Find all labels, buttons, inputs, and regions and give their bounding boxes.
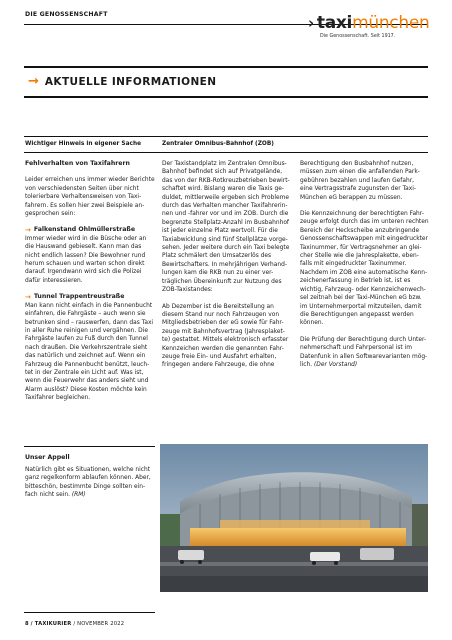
col3-paragraph-1: Berechtigung den Busbahnhof nutzen, müssen zum einen die anfallenden Park- gebühren bezahlen und laufen Gefahr, eine Vertragsstrafe zugunsten der Taxi- München eG berappen zu müssen.: [300, 161, 420, 201]
footer-rule: [24, 612, 155, 613]
columns-rule-top: [24, 136, 428, 137]
chevron-right-icon: ›: [308, 14, 314, 32]
col3-signature: (Der Vorstand): [314, 361, 358, 368]
brand-tagline: Die Genossenschaft. Seit 1917.: [320, 34, 396, 39]
page-title: AKTUELLE INFORMATIONEN: [44, 75, 217, 88]
col1-intro: Leider erreichen uns immer wieder Berichte von verschiedensten Seiten über nicht tolerierbare Verhaltensweisen von Taxi- fahrern. Es sollen hier zwei Beispiele an- gesprochen sein:: [25, 177, 155, 218]
heading-rule-top: [24, 66, 428, 68]
footer-separator-2: /: [73, 621, 78, 627]
brand-taxi: taxi: [316, 13, 353, 33]
col1-title: Wichtiger Hinweis in eigener Sache: [25, 141, 142, 147]
footer: [25, 621, 124, 627]
bus-station-illustration: [160, 444, 428, 592]
col1-item1-text: Immer wieder wird in die Büsche oder an die Hauswand gebieselt. Kann man das nicht endlich lassen? Die Bewohner rund herum schauen und warten schon direkt darauf. Irgendwann wird sich die Polizei dafür interessieren.: [25, 235, 147, 284]
page-heading: [28, 74, 216, 89]
col1-item2-text: Man kann nicht einfach in die Pannenbucht einfahren, die Fahrgäste – auch wenn sie betrunken sind – rauswerfen, dann das Taxi in aller Ruhe reinigen und vergähnen. Die Fahrgäste laufen zu Fuß durch den Tunnel nach draußen. Die Verkehrszentrale sieht das natürlich und zeichnet auf. Wenn ein Fahrzeug die Pannenbucht benützt, leuch- tet in der Zentrale ein Licht auf. Was ist, wenn die Feuerwehr das anders sieht und Alarm auslöst? Diese Kosten möchte kein Taxifahrer begleichen.: [25, 302, 154, 402]
columns-rule-bottom: [24, 152, 428, 153]
bus-station-photo: [160, 444, 428, 592]
col2-title: Zentraler Omnibus-Bahnhof (ZOB): [162, 141, 274, 147]
issue-date: NOVEMBER 2022: [77, 621, 125, 627]
arrow-right-icon: →: [28, 74, 39, 89]
col1-subhead: Fehlverhalten von Taxifahrern: [25, 160, 130, 167]
col1-item1-title: → Falkenstand Ohlmüllerstraße: [25, 226, 136, 235]
arrow-right-icon: →: [25, 293, 31, 302]
column-2: [162, 160, 294, 378]
heading-rule-bottom: [24, 96, 428, 98]
col1-item2-title: → Tunnel Trappentreustraße: [25, 293, 125, 302]
brand-city: münchen: [352, 13, 430, 33]
section-label: DIE GENOSSENSCHAFT: [25, 11, 108, 18]
publication-name: TAXIKURIER: [34, 621, 72, 627]
appeal-rule: [24, 446, 155, 447]
arrow-right-icon: →: [25, 226, 31, 235]
column-3: [300, 160, 430, 377]
col3-paragraph-3: Die Prüfung der Berechtigung durch Unter- nehmerschaft und Fahrpersonal ist im Datenfunk in allen Softwarevarianten mög- lich. (Der Vorstand): [300, 336, 428, 368]
appeal-signature: (RM): [71, 492, 86, 499]
col3-paragraph-2: Die Kennzeichnung der berechtigten Fahr- zeuge erfolgt durch das im unteren rechten Bereich der Heckscheibe anzubringende Genossenschaftswappen mit eingedruckter Taxinummer, für Vertragsnehmer an glei- cher Stelle wie die Jahresplakette, eben- falls mit eingedruckter Taxinummer. Nachdem im ZOB eine automatische Kenn- zeichenerfassung in Betrieb ist, ist es wichtig, Fahrzeug- oder Kennzeichenwech- sel zeitnah bei der Taxi-München eG bzw. im Unternehmerportal mitzuteilen, damit die Berechtigungen angepasst werden können.: [300, 211, 429, 327]
appeal-text: Natürlich gibt es Situationen, welche nicht ganz regelkonform ablaufen können. Aber, bitteschön, bestimmte Dinge sollten ein- fach nicht sein. (RM): [25, 467, 151, 499]
column-1: [25, 160, 155, 411]
brand-wordmark: [308, 14, 438, 32]
col2-paragraph-1: Der Taxistandplatz im Zentralen Omnibus- Bahnhof befindet sich auf Privatgelände, das von der RKB-Rotkreuzbetrieben bewirt- schaftet wird. Bislang waren die Taxis ge- duldet, mittlerweile ergeben sich Probleme durch das Verhalten mancher Taxifahrerin- nen und -fahrer vor und im ZOB. Durch die begrenzte Stellplatz-Anzahl im Busbahnhof ist jeder einzelne Platz wertvoll. Für die Taxiabwicklung sind fünf Stellplätze vorge- sehen. Jeder weitere durch ein Taxi belegte Platz schmälert den Umsatzerlös des Bewirtschafters. In mehrjährigen Verhand- lungen kam die RKB nun zu einer ver- träglichen Übereinkunft zur Nutzung des ZOB-Taxistandes:: [162, 161, 290, 294]
appeal-title: Unser Appell: [25, 454, 70, 461]
col2-paragraph-2: Ab Dezember ist die Bereitstellung an diesem Stand nur noch Fahrzeugen von Mitgliedsbetrieben der eG sowie für Fahr- zeuge mit Bahnhofsvertrag (Jahresplaket- te) gestattet. Mittels elektronisch erfasster Kennzeichen werden die genannten Fahr- zeuge freie Ein- und Ausfahrt erhalten, fringegen andere Fahrzeuge, die ohne: [162, 303, 289, 369]
page-number: 8: [25, 621, 29, 627]
brand-logo: [308, 14, 438, 39]
footer-separator: /: [30, 621, 35, 627]
